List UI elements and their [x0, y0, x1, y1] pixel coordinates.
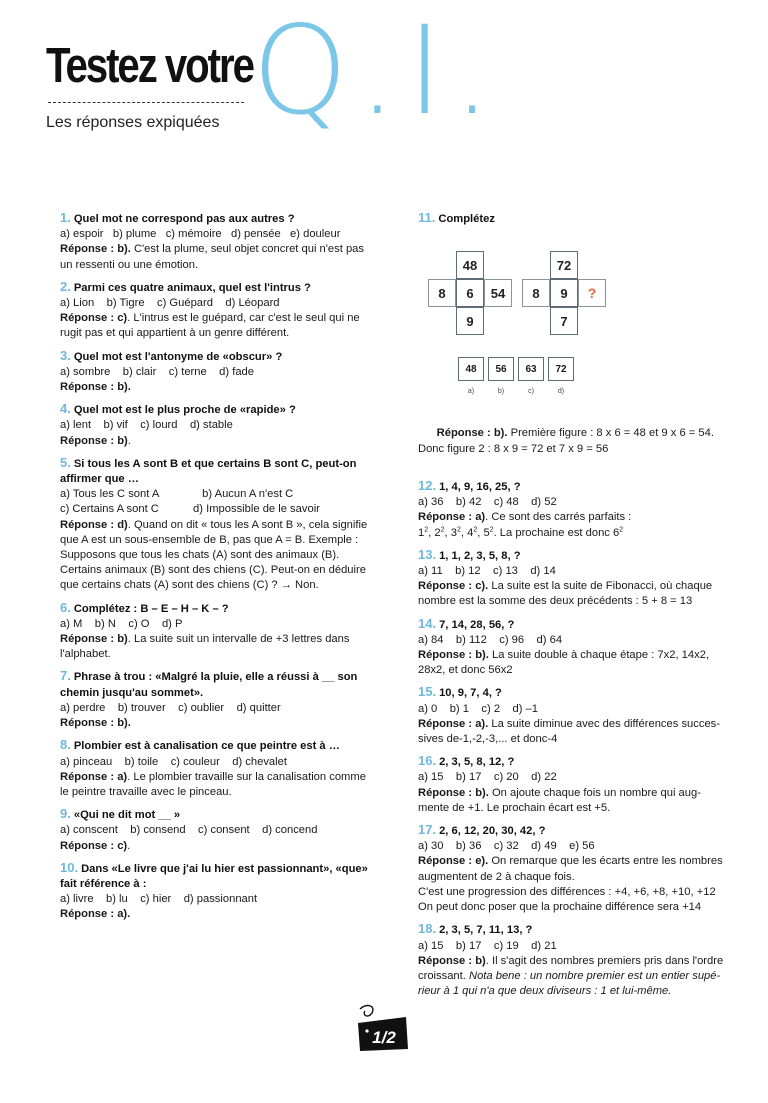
question-number: 7. [60, 668, 71, 684]
question-header [418, 547, 730, 564]
page-subtitle: Les réponses expiquées [46, 114, 220, 131]
square-base: 3 [450, 526, 457, 539]
fig1-center-cell: 6 [456, 279, 484, 307]
answer-text: . L'intrus est le guépard, car c'est le seul qui ne rugit pas et qui appartient à un genre différent. [60, 312, 363, 340]
question-title: 7, 14, 28, 56, ? [439, 618, 515, 631]
question-title: Phrase à trou : «Malgré la pluie, elle a réussi à __ son chemin jusqu'au sommet». [60, 671, 358, 699]
answer-explanation [60, 839, 370, 854]
question-4 [60, 401, 370, 449]
question-number: 13. [418, 546, 437, 562]
question-5 [60, 455, 370, 594]
option-b-box: 56 [488, 357, 514, 381]
question-header [418, 684, 730, 701]
fig1-left-cell: 8 [428, 279, 456, 307]
question-number: 14. [418, 615, 437, 631]
puzzle-figure [418, 233, 730, 401]
answer-label: Réponse : e). [418, 855, 489, 868]
answer-explanation [60, 907, 370, 922]
answer-text: . Il s'agit des nombres premiers pris dans l'ordre croissant. [418, 954, 727, 982]
question-header [60, 279, 370, 296]
question-1 [60, 210, 370, 273]
answer-label: Réponse : b) [60, 633, 128, 646]
question-number: 1. [60, 210, 71, 225]
answer-explanation [418, 648, 730, 678]
square-base: 4 [467, 526, 474, 539]
fig1-right-cell: 54 [484, 279, 512, 307]
question-header [60, 668, 370, 700]
question-17 [418, 822, 730, 915]
answer-explanation [60, 632, 370, 662]
question-title: 2, 3, 5, 8, 12, ? [439, 756, 515, 769]
option-c-label: c) [528, 388, 534, 396]
answer-options: a) Tous les C sont A b) Aucun A n'est C [60, 488, 294, 501]
question-8 [60, 737, 370, 800]
question-6 [60, 600, 370, 663]
question-title: Quel mot est le plus proche de «rapide» ? [73, 404, 296, 417]
question-15 [418, 684, 730, 747]
answer-continuation: On peut donc poser que la prochaine différence sera +14 [418, 901, 702, 914]
answer-options: a) 30 b) 36 c) 32 d) 49 e) 56 [418, 840, 595, 853]
question-title: 1, 4, 9, 16, 25, ? [439, 481, 521, 494]
question-7 [60, 668, 370, 731]
squares-line: $1^2$, $2^2$, $3^2$, $4^2$, $5^2$. La prochaine est donc $6^2$ [418, 525, 624, 539]
answer-explanation [60, 311, 370, 341]
answer-options: a) 0 b) 1 c) 2 d) –1 [418, 702, 539, 715]
question-14 [418, 616, 730, 679]
answer-options: a) perdre b) trouver c) oublier d) quitter [60, 701, 281, 714]
answer-options: a) 84 b) 112 c) 96 d) 64 [418, 633, 563, 646]
right-questions [418, 478, 730, 999]
page-number-badge [356, 1003, 410, 1053]
question-number: 18. [418, 921, 437, 937]
square-exponent: 2 [489, 525, 494, 533]
answer-options: a) 15 b) 17 c) 19 d) 21 [418, 939, 557, 952]
answer-options: c) Certains A sont C d) Impossible de le savoir [60, 503, 320, 516]
answer-text: Première figure : 8 x 6 = 48 et 9 x 6 = 54. Donc figure 2 : 8 x 9 = 72 et 7 x 9 = 56 [418, 427, 718, 455]
answer-label: Réponse : b) [60, 434, 128, 447]
answer-explanation [418, 717, 730, 747]
question-number: 11. [418, 210, 436, 225]
question-number: 4. [60, 401, 71, 417]
answer-explanation [60, 380, 370, 395]
question-title: 2, 3, 5, 7, 11, 13, ? [439, 924, 533, 937]
qi-logo: Q.I. [252, 0, 502, 142]
question-13 [418, 547, 730, 610]
answer-label: Réponse : c). [418, 580, 489, 593]
option-d-label: d) [557, 388, 565, 396]
answer-text: La suite double à chaque étape : 7x2, 14x2, 28x2, et donc 56x2 [418, 649, 713, 677]
question-number: 15. [418, 684, 437, 700]
answer-text: La suite diminue avec des différences succes-sives de-1,-2,-3,... et donc-4 [418, 717, 720, 746]
question-number: 8. [60, 737, 71, 753]
question-header [60, 860, 370, 892]
answer-label: Réponse : c) [60, 312, 128, 325]
answer-explanation [418, 954, 730, 1000]
question-title: 10, 9, 7, 4, ? [439, 687, 502, 700]
answer-options: a) sombre b) clair c) terne d) fade [60, 365, 254, 378]
question-2 [60, 279, 370, 342]
answer-text: . [127, 434, 131, 447]
answer-text: . Le plombier travaille sur la canalisation comme le peintre travaille avec le pinceau. [60, 770, 370, 798]
answer-label: Réponse : b). [60, 717, 131, 730]
squares-tail: . La prochaine est donc 6 [493, 526, 620, 539]
square-exponent: 2 [424, 525, 429, 533]
right-column [418, 210, 730, 1005]
option-c-box: 63 [518, 357, 544, 381]
answer-options: a) livre b) lu c) hier d) passionnant [60, 893, 258, 906]
answer-label: Réponse : a) [60, 770, 128, 783]
question-10 [60, 860, 370, 923]
answer-options: a) 36 b) 42 c) 48 d) 52 [418, 496, 557, 509]
answer-continuation: C'est une progression des différences : +4, +6, +8, +10, +12 [418, 885, 716, 898]
answer-options: a) Lion b) Tigre c) Guépard d) Léopard [60, 297, 280, 310]
answer-text: On ajoute chaque fois un nombre qui aug-mente de +1. Le prochain écart est +5. [418, 786, 701, 814]
answer-label: Réponse : b). [418, 649, 489, 662]
square-base: 2 [434, 526, 441, 539]
question-9 [60, 806, 370, 854]
answer-label: Réponse : b) [418, 954, 486, 967]
answer-label: Réponse : b). [418, 786, 489, 799]
answer-label: Réponse : a). [60, 908, 131, 921]
fig2-bottom-cell: 7 [550, 307, 578, 335]
question-title: Dans «Le livre que j'ai lu hier est passionnant», «que» fait référence à : [60, 862, 368, 890]
square-exponent: 2 [473, 525, 478, 533]
answer-label: Réponse : b). [436, 427, 508, 440]
answer-options: a) lent b) vif c) lourd d) stable [60, 419, 233, 432]
question-header [418, 921, 730, 938]
fig2-left-cell: 8 [522, 279, 550, 307]
answer-explanation [60, 242, 370, 272]
fig1-top-cell: 48 [456, 251, 484, 279]
answer-text: On remarque que les écarts entre les nombres augmentent de 2 à chaque fois. [418, 855, 726, 883]
question-title: Complétez [438, 213, 495, 225]
fig2-top-cell: 72 [550, 251, 578, 279]
fig1-bottom-cell: 9 [456, 307, 484, 335]
answer-text: C'est la plume, seul objet concret qui n'est pas un ressenti ou une émotion. [60, 243, 368, 271]
question-number: 12. [418, 478, 437, 494]
question-header [418, 478, 730, 495]
question-12 [418, 478, 730, 541]
question-number: 9. [60, 806, 71, 822]
question-header [418, 616, 730, 633]
square-exponent: 2 [456, 525, 461, 533]
question-header [60, 401, 370, 418]
option-b-label: b) [497, 388, 505, 396]
question-title: Plombier est à canalisation ce que peintre est à … [73, 740, 340, 753]
option-a-box: 48 [458, 357, 484, 381]
answer-label: Réponse : a). [418, 717, 489, 730]
question-number: 2. [60, 278, 71, 294]
badge-dot [365, 1029, 368, 1032]
question-title: 1, 1, 2, 3, 5, 8, ? [439, 549, 521, 562]
question-title: «Qui ne dit mot __ » [73, 809, 181, 822]
fig2-center-cell: 9 [550, 279, 578, 307]
question-title: Quel mot ne correspond pas aux autres ? [73, 213, 295, 225]
square-exponent: 2 [619, 525, 624, 533]
answer-options: a) conscent b) consend c) consent d) concend [60, 824, 318, 837]
answer-explanation [60, 518, 370, 594]
fig2-missing-cell: ? [578, 279, 606, 307]
answer-text: . Quand on dit « tous les A sont B », cela signifie que A est un sous-ensemble de B, pas que A = B. Exemple : Supposons que tous les chats (A) sont des animaux (B). Certains animaux (B) sont des chiens (C). Peut-on en déduire que certains chats (A) sont des chiens (C) ? → Non. [60, 518, 371, 592]
question-header [60, 455, 370, 487]
question-number: 10. [60, 859, 79, 875]
answer-label: Réponse : a) [418, 511, 486, 524]
question-title: Parmi ces quatre animaux, quel est l'intrus ? [73, 281, 311, 294]
question-number: 6. [60, 599, 71, 615]
answer-text: . [127, 839, 131, 852]
question-header [60, 806, 370, 823]
question-number: 3. [60, 347, 71, 363]
page-title: Testez votre [46, 39, 253, 93]
answer-explanation [418, 786, 730, 816]
question-header [60, 600, 370, 617]
answer-explanation [418, 510, 730, 525]
question-header [60, 210, 370, 227]
answer-text: . Ce sont des carrés parfaits : [485, 511, 632, 524]
question-11 [418, 210, 730, 472]
left-column [60, 210, 370, 929]
answer-explanation [418, 579, 730, 609]
answer-options: a) M b) N c) O d) P [60, 617, 183, 630]
answer-explanation [60, 716, 370, 731]
square-base: 5 [483, 526, 490, 539]
answer-explanation [60, 434, 370, 449]
question-header [418, 822, 730, 839]
square-exponent: 2 [440, 525, 445, 533]
answer-label: Réponse : c) [60, 839, 128, 852]
question-number: 16. [418, 753, 437, 769]
answer-text: . La suite suit un intervalle de +3 lettres dans l'alphabet. [60, 633, 353, 661]
question-title: 2, 6, 12, 20, 30, 42, ? [439, 825, 546, 838]
answer-label: Réponse : b). [60, 243, 131, 256]
answer-label: Réponse : b). [60, 381, 131, 394]
question-title: Complétez : B – E – H – K – ? [73, 602, 229, 615]
answer-options: a) pinceau b) toile c) couleur d) chevalet [60, 755, 287, 768]
question-title: Quel mot est l'antonyme de «obscur» ? [73, 350, 283, 363]
answer-explanation [418, 854, 730, 884]
answer-options: a) 15 b) 17 c) 20 d) 22 [418, 771, 557, 784]
option-d-box: 72 [548, 357, 574, 381]
question-number: 5. [60, 454, 71, 470]
answer-options: a) 11 b) 12 c) 13 d) 14 [418, 565, 556, 578]
answer-note: Nota bene : un nombre premier est un entier supé-rieur à 1 qui n'a que deux diviseurs : 1 et lui-même. [418, 969, 721, 998]
question-number: 17. [418, 822, 437, 838]
option-a-label: a) [467, 388, 475, 396]
question-title: Si tous les A sont B et que certains B sont C, peut-on affirmer que … [60, 457, 357, 486]
question-header [60, 737, 370, 754]
title-underline [48, 102, 244, 103]
answer-text: La suite est la suite de Fibonacci, où chaque nombre est la somme des deux précédents : 5 + 8 = 13 [418, 580, 716, 608]
question-3 [60, 348, 370, 396]
question-header [60, 348, 370, 365]
question-18 [418, 921, 730, 999]
answer-label: Réponse : d) [60, 518, 128, 531]
question-header [418, 753, 730, 770]
page-number: 1/2 [372, 1028, 396, 1047]
answer-explanation [60, 770, 370, 800]
answer-options: a) espoir b) plume c) mémoire d) pensée e) douleur [60, 228, 341, 241]
question-16 [418, 753, 730, 816]
badge-swirl [360, 1006, 373, 1017]
square-base: 1 [418, 526, 425, 539]
